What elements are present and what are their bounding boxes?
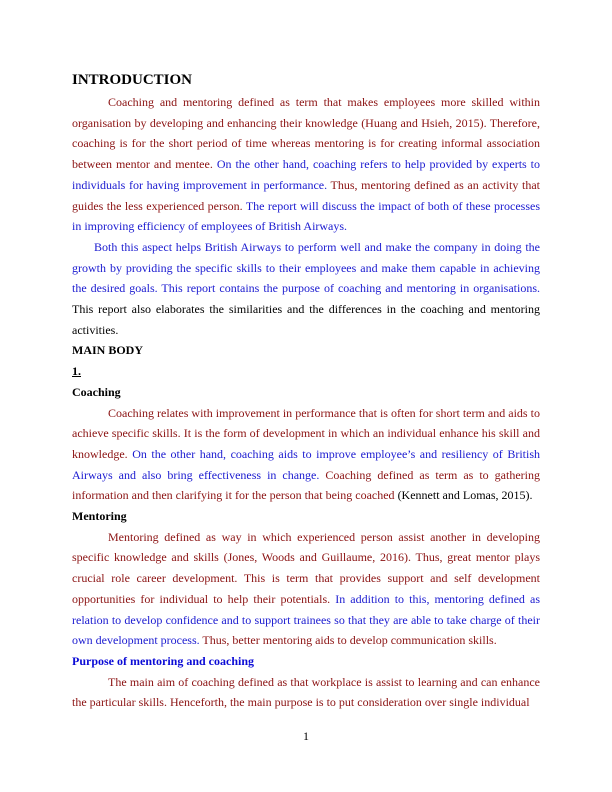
text-run: On the other hand, coaching refers to help provided by experts to individuals for having improvement in performance.: [72, 157, 540, 192]
text-run: The report will discuss the impact of both of these processes in improving efficiency of employees of British Airways.: [72, 198, 540, 234]
text-run: Coaching relates with improvement in performance that is often for short term and aids to achieve specific skills. It is the form of development in which an individual enhance his skill and knowledge.: [72, 405, 540, 461]
coaching-heading: Coaching: [72, 384, 121, 399]
coaching-paragraph: [72, 403, 540, 507]
text-run: Coaching defined as term as to gathering information and then clarifying it for the person that being coached: [72, 467, 541, 503]
mentoring-heading: Mentoring: [72, 509, 127, 524]
text-run: Coaching and mentoring defined as term that makes employees more skilled within organisation by developing and enhancing their knowledge (Huang and Hsieh, 2015). Therefore, coaching is for the short period of time whereas mentoring is for creating informal association between mentor and mentee.: [72, 95, 540, 172]
introduction-heading: INTRODUCTION: [72, 72, 193, 88]
text-run: Both this aspect helps British Airways to perform well and make the company in doing the growth by providing the specific skills to their employees and make them capable in achieving the desired goals. This report contains the purpose of coaching and mentoring in organisations.: [72, 239, 540, 296]
document-page: [72, 72, 540, 713]
text-run: (Kennett and Lomas, 2015).: [397, 488, 533, 503]
text-run: Mentoring defined as way in which experienced person assist another in developing specific knowledge and skills (Jones, Woods and Guillaume, 2016). Thus, great mentor plays crucial role career development. This is term that provides support and self development opportunities for individual to help their potentials.: [72, 529, 540, 606]
purpose-paragraph: [72, 672, 540, 713]
text-run: On the other hand, coaching aids to improve employee’s and resiliency of British Airways and also bring effectiveness in change.: [72, 446, 540, 482]
text-run: In addition to this, mentoring defined as relation to develop confidence and to support trainees so that they are able to take charge of their own development process.: [72, 591, 540, 648]
text-run: Thus, mentoring defined as an activity that guides the less experienced person.: [72, 177, 540, 213]
text-run: The main aim of coaching defined as that workplace is assist to learning and can enhance the particular skills. Henceforth, the main purpose is to put consideration over single individual: [72, 674, 540, 710]
main-body-heading: MAIN BODY: [72, 343, 143, 358]
text-run: This report also elaborates the similarities and the differences in the coaching and mentoring activities.: [72, 302, 540, 337]
text-run: Thus, better mentoring aids to develop communication skills.: [202, 633, 497, 648]
purpose-heading: Purpose of mentoring and coaching: [72, 653, 255, 668]
mentoring-paragraph: [72, 527, 540, 651]
intro-paragraph-1: [72, 92, 540, 237]
section-number: 1.: [72, 364, 81, 379]
page-number: 1: [303, 729, 309, 743]
intro-paragraph-2: [72, 237, 540, 341]
